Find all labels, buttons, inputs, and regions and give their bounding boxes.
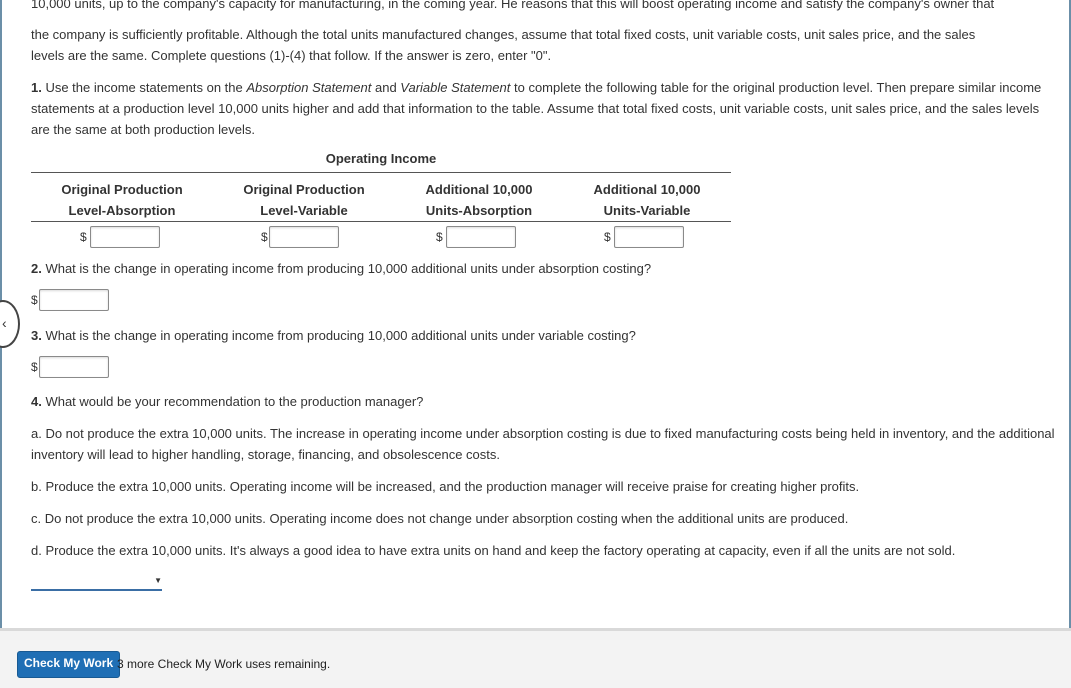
variable-statement-link[interactable]: Variable Statement (400, 80, 511, 95)
table-title: Operating Income (325, 151, 437, 166)
absorption-statement-link[interactable]: Absorption Statement (246, 80, 372, 95)
table-top-rule (31, 172, 731, 173)
caret-down-icon: ▼ (154, 576, 162, 585)
column-header-2 (224, 179, 384, 221)
question-1-number: 1. (31, 80, 42, 95)
table-header-rule (31, 221, 731, 222)
column-header-1-line2: Level-Absorption (68, 203, 176, 218)
currency-symbol: $ (80, 230, 87, 244)
option-c: c. Do not produce the extra 10,000 units. Operating income does not change under absorption costing when the additional units are produced. (31, 511, 849, 526)
currency-symbol: $ (31, 360, 38, 374)
column-header-3-line1: Additional 10,000 (425, 182, 533, 197)
question-4-text: What would be your recommendation to the production manager? (41, 394, 424, 409)
q3-input[interactable] (39, 356, 109, 378)
check-remaining-text: 3 more Check My Work uses remaining. (117, 657, 331, 671)
currency-symbol: $ (604, 230, 611, 244)
additional-variable-input[interactable] (614, 226, 684, 248)
original-variable-input[interactable] (269, 226, 339, 248)
chevron-left-icon: ‹ (2, 315, 7, 331)
currency-symbol: $ (31, 293, 38, 307)
question-1-text-c: to complete the following table for the original production level. Then prepare similar income statements at a production level 10,000 units higher and add that information to the table. Assume that total fixed costs, unit variable costs, unit sales price, and the sales levels are the same at both production levels. (31, 80, 1042, 137)
cell-original-variable (261, 226, 341, 250)
intro-line-2: the company is sufficiently profitable. Although the total units manufactured changes, assume that total fixed costs, unit variable costs, unit sales price, and the sales (31, 27, 976, 42)
question-3-text: What is the change in operating income from producing 10,000 additional units under variable costing? (41, 328, 636, 343)
question-4-number: 4. (31, 394, 42, 409)
cell-additional-absorption (436, 226, 516, 250)
cell-original-absorption (80, 226, 160, 250)
side-nav-button[interactable] (0, 300, 20, 348)
q2-answer (31, 289, 111, 313)
question-1-text-b: and (371, 80, 401, 95)
column-header-2-line2: Level-Variable (260, 203, 348, 218)
column-header-4-line2: Units-Variable (603, 203, 691, 218)
option-d: d. Produce the extra 10,000 units. It's always a good idea to have extra units on hand and keep the factory operating at capacity, even if all the units are not sold. (31, 543, 956, 558)
column-header-3-line2: Units-Absorption (425, 203, 533, 218)
question-1 (31, 77, 1061, 140)
recommendation-select[interactable] (31, 575, 162, 591)
question-3-number: 3. (31, 328, 42, 343)
currency-symbol: $ (261, 230, 268, 244)
intro-line-3: levels are the same. Complete questions (1)-(4) that follow. If the answer is zero, enter "0". (31, 48, 552, 63)
intro-cut-line: 10,000 units, up to the company's capacity for manufacturing, in the coming year. He reasons that this will boost operating income and satisfy the company's owner that (31, 0, 995, 11)
question-3 (31, 325, 1061, 346)
column-header-4 (567, 179, 727, 221)
q2-input[interactable] (39, 289, 109, 311)
column-header-4-line1: Additional 10,000 (593, 182, 701, 197)
option-a: a. Do not produce the extra 10,000 units. The increase in operating income under absorption costing is due to fixed manufacturing costs being held in inventory, and the additional inventory will lead to higher handling, storage, financing, and obsolescence costs. (31, 426, 1055, 462)
column-header-3 (399, 179, 559, 221)
option-b: b. Produce the extra 10,000 units. Operating income will be increased, and the production manager will receive praise for creating higher profits. (31, 479, 860, 494)
column-header-1-line1: Original Production (61, 182, 183, 197)
column-header-1 (42, 179, 202, 221)
question-2-text: What is the change in operating income from producing 10,000 additional units under absorption costing? (41, 261, 652, 276)
column-header-2-line1: Original Production (243, 182, 365, 197)
question-4 (31, 391, 1061, 412)
original-absorption-input[interactable] (90, 226, 160, 248)
question-2-number: 2. (31, 261, 42, 276)
additional-absorption-input[interactable] (446, 226, 516, 248)
question-2 (31, 258, 1061, 279)
question-1-text-a: Use the income statements on the (41, 80, 247, 95)
q3-answer (31, 356, 111, 380)
currency-symbol: $ (436, 230, 443, 244)
check-my-work-button[interactable]: Check My Work (17, 651, 120, 678)
cell-additional-variable (604, 226, 684, 250)
